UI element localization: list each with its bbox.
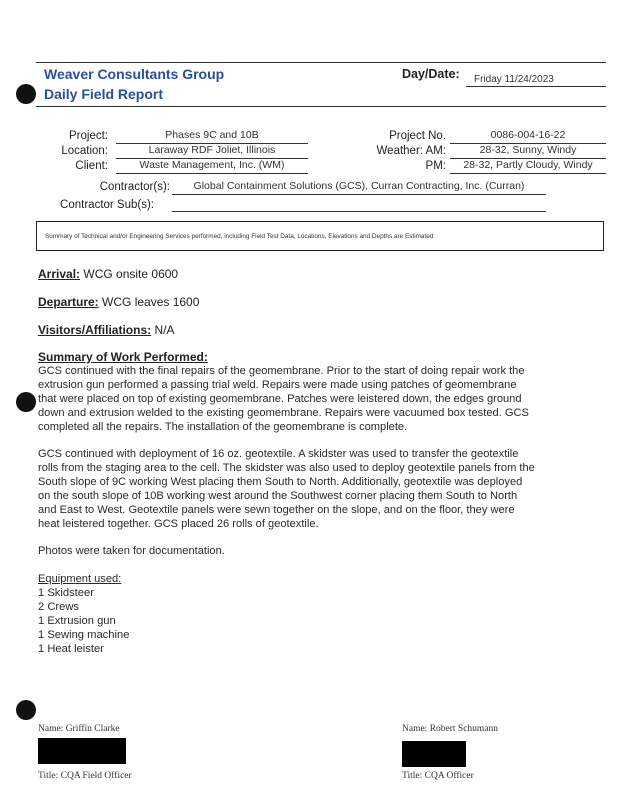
- equipment-item: 1 Extrusion gun: [38, 615, 116, 627]
- summary-instruction-text: Summary of Technical and/or Engineering Services performed, including Field Test Data, Locations, Elevations and Depths are Estimated: [45, 233, 434, 240]
- right-signer-title: Title: CQA Officer: [402, 771, 474, 781]
- equipment-heading: Equipment used:: [38, 573, 122, 585]
- client-underline: [116, 173, 308, 174]
- work-paragraph-1-line: down and extrusion welded to the existing geomembrane. Repairs were vacuumed box tested. GCS: [38, 407, 529, 419]
- weather-pm-label: PM:: [425, 160, 446, 172]
- company-name: Weaver Consultants Group: [44, 66, 225, 82]
- arrival-value: WCG onsite 0600: [83, 267, 179, 281]
- day-date-label: Day/Date:: [402, 67, 460, 81]
- summary-of-work-heading: Summary of Work Performed:: [38, 350, 208, 364]
- work-paragraph-1-line: completed all the repairs. The installation of the geomembrane is complete.: [38, 421, 408, 433]
- work-paragraph-1-line: that were placed on top of existing geomembrane. Patches were leistered down, the edges ground: [38, 393, 522, 405]
- work-paragraph-2: [38, 447, 604, 531]
- header-bottom-rule: [36, 106, 606, 107]
- visitors-value: N/A: [154, 323, 175, 337]
- equipment-item: 1 Skidsteer: [38, 587, 94, 599]
- binder-hole-middle: [16, 392, 36, 412]
- equipment-item: 1 Sewing machine: [38, 629, 130, 641]
- work-paragraph-2-line: rolls from the staging area to the cell. The skidster was also used to deploy geotextile panels from the: [38, 462, 535, 474]
- weather-am-label: Weather: AM:: [376, 145, 446, 157]
- arrival-row: [38, 267, 178, 281]
- work-paragraph-1-line: GCS continued with the final repairs of the geomembrane. Prior to the start of doing repair work the: [38, 365, 525, 377]
- location-label: Location:: [61, 145, 108, 157]
- departure-value: WCG leaves 1600: [102, 295, 200, 309]
- client-value: Waste Management, Inc. (WM): [139, 159, 285, 171]
- contractors-underline: [172, 194, 546, 195]
- report-title: Daily Field Report: [44, 86, 164, 102]
- work-paragraph-2-line: GCS continued with deployment of 16 oz. geotextile. A skidster was used to transfer the geotextile: [38, 448, 519, 460]
- day-date-value: Friday 11/24/2023: [474, 74, 554, 85]
- location-value: Laraway RDF Joliet, Illinois: [148, 144, 276, 156]
- equipment-list: [38, 586, 129, 656]
- project-value: Phases 9C and 10B: [165, 129, 259, 141]
- binder-hole-top: [16, 84, 36, 104]
- arrival-label: Arrival:: [38, 267, 81, 281]
- equipment-item: 1 Heat leister: [38, 643, 104, 655]
- contractor-subs-underline: [172, 211, 546, 212]
- work-paragraph-1: [38, 364, 604, 434]
- summary-of-work-heading-row: [38, 350, 208, 364]
- departure-row: [38, 295, 199, 309]
- work-paragraph-2-line: South slope of 9C working West placing them South to North. Additionally, geotextile was deployed: [38, 476, 523, 488]
- project-label: Project:: [69, 130, 108, 142]
- work-paragraph-1-line: extrusion gun performed a passing trial weld. Repairs were made using patches of geomembrane: [38, 379, 517, 391]
- header-top-rule: [36, 62, 606, 63]
- summary-instruction-box: [36, 221, 604, 251]
- photos-note: Photos were taken for documentation.: [38, 545, 225, 557]
- work-paragraph-2-line: and East to West. Geotextile panels were sewn together on the slope, and on the floor, they were: [38, 504, 515, 516]
- weather-pm-value: 28-32, Partly Cloudy, Windy: [463, 159, 593, 171]
- left-signature-redaction: [38, 738, 126, 764]
- client-label: Client:: [75, 160, 108, 172]
- right-signature-redaction: [402, 741, 466, 767]
- left-signer-name: Name: Griffin Clarke: [38, 724, 120, 734]
- contractor-subs-label: Contractor Sub(s):: [60, 199, 154, 211]
- contractors-value: Global Containment Solutions (GCS), Curran Contracting, Inc. (Curran): [193, 180, 525, 192]
- work-paragraph-2-line: on the south slope of 10B working west around the Southwest corner placing them South to North: [38, 490, 518, 502]
- equipment-item: 2 Crews: [38, 601, 80, 613]
- visitors-label: Visitors/Affiliations:: [38, 323, 152, 337]
- weather-am-value: 28-32, Sunny, Windy: [479, 144, 577, 156]
- weather-pm-underline: [450, 173, 606, 174]
- left-signer-title: Title: CQA Field Officer: [38, 771, 132, 781]
- right-signer-name: Name: Robert Schumann: [402, 724, 499, 734]
- project-no-value: 0086-004-16-22: [490, 129, 566, 141]
- departure-label: Departure:: [38, 295, 99, 309]
- day-date-underline: [466, 86, 606, 87]
- project-no-label: Project No.: [389, 130, 446, 142]
- visitors-row: [38, 323, 175, 337]
- contractors-label: Contractor(s):: [99, 181, 170, 193]
- work-paragraph-2-line: heat leistered together. GCS placed 26 rolls of geotextile.: [38, 518, 319, 530]
- binder-hole-bottom: [16, 700, 36, 720]
